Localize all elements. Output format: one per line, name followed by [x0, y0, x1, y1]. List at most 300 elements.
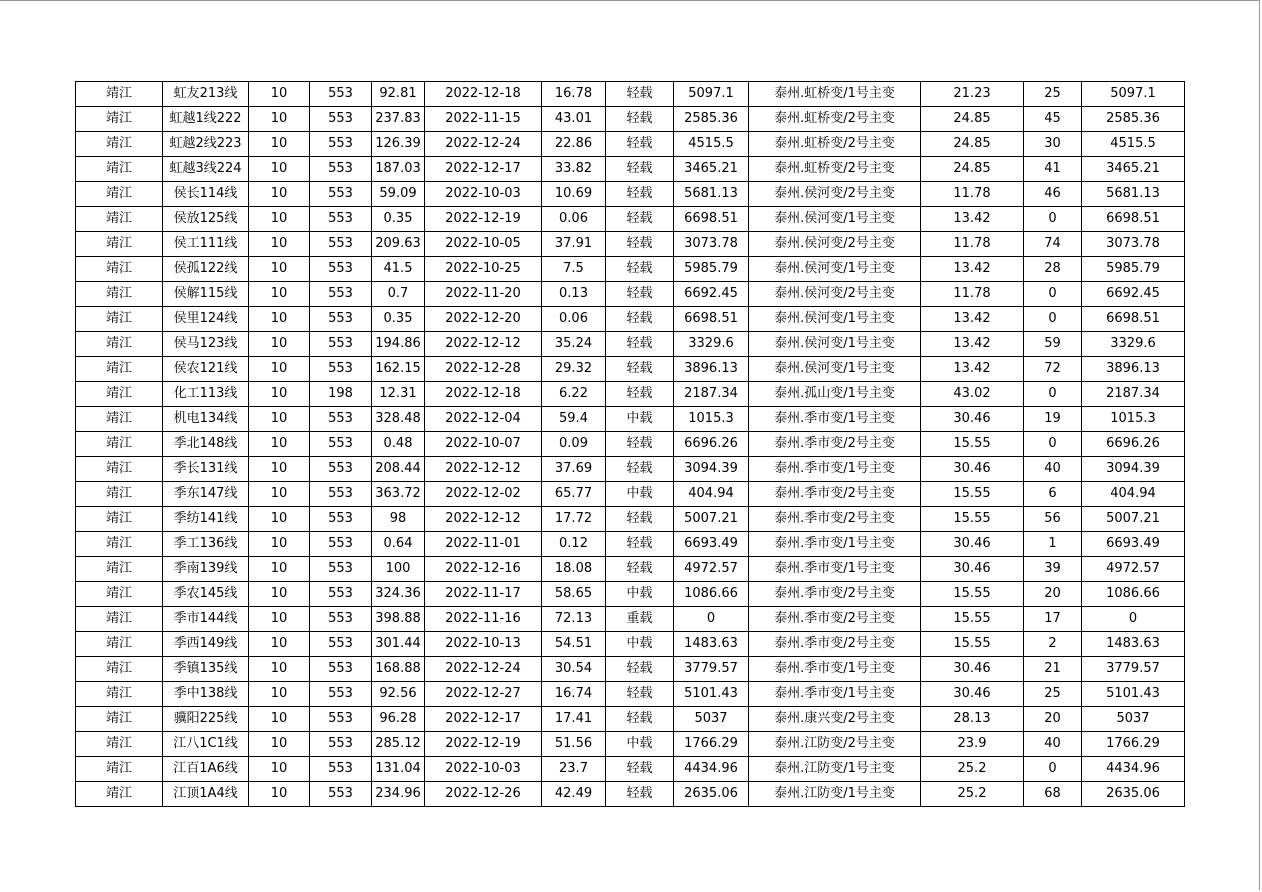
table-cell: 轻载	[606, 657, 674, 682]
table-cell: 泰州.侯河变/1号主变	[749, 332, 921, 357]
table-cell: 1766.29	[674, 732, 749, 757]
table-cell: 37.91	[542, 232, 606, 257]
table-cell: 靖江	[76, 407, 163, 432]
table-cell: 553	[310, 607, 372, 632]
table-cell: 7.5	[542, 257, 606, 282]
table-row	[76, 682, 1185, 707]
table-cell: 泰州.侯河变/2号主变	[749, 282, 921, 307]
table-cell: 2022-10-05	[425, 232, 542, 257]
table-cell: 5097.1	[1082, 82, 1185, 107]
table-cell: 15.55	[921, 632, 1024, 657]
table-cell: 72	[1024, 357, 1082, 382]
table-cell: 74	[1024, 232, 1082, 257]
table-row	[76, 707, 1185, 732]
table-cell: 33.82	[542, 157, 606, 182]
table-cell: 10	[249, 457, 310, 482]
table-cell: 45	[1024, 107, 1082, 132]
table-cell: 6698.51	[1082, 307, 1185, 332]
table-cell: 泰州.季市变/2号主变	[749, 632, 921, 657]
table-cell: 泰州.侯河变/2号主变	[749, 232, 921, 257]
table-cell: 泰州.虹桥变/2号主变	[749, 132, 921, 157]
table-cell: 6693.49	[674, 532, 749, 557]
table-row	[76, 632, 1185, 657]
table-cell: 0	[1024, 757, 1082, 782]
table-cell: 2022-12-02	[425, 482, 542, 507]
table-cell: 3329.6	[674, 332, 749, 357]
table-cell: 侯解115线	[163, 282, 249, 307]
table-cell: 3329.6	[1082, 332, 1185, 357]
table-cell: 5097.1	[674, 82, 749, 107]
table-cell: 2022-12-19	[425, 207, 542, 232]
table-cell: 5037	[674, 707, 749, 732]
table-cell: 5037	[1082, 707, 1185, 732]
table-row	[76, 382, 1185, 407]
table-cell: 2585.36	[1082, 107, 1185, 132]
table-cell: 2022-11-16	[425, 607, 542, 632]
table-cell: 5681.13	[674, 182, 749, 207]
table-cell: 季西149线	[163, 632, 249, 657]
table-cell: 靖江	[76, 82, 163, 107]
table-row	[76, 232, 1185, 257]
table-cell: 25.2	[921, 782, 1024, 807]
table-cell: 3094.39	[1082, 457, 1185, 482]
table-cell: 泰州.虹桥变/2号主变	[749, 157, 921, 182]
table-cell: 2635.06	[674, 782, 749, 807]
table-cell: 10	[249, 507, 310, 532]
table-cell: 侯放125线	[163, 207, 249, 232]
table-cell: 40	[1024, 457, 1082, 482]
table-cell: 侯里124线	[163, 307, 249, 332]
table-cell: 553	[310, 157, 372, 182]
table-cell: 5101.43	[674, 682, 749, 707]
table-cell: 6	[1024, 482, 1082, 507]
table-cell: 泰州.季市变/2号主变	[749, 432, 921, 457]
table-cell: 靖江	[76, 732, 163, 757]
table-cell: 10	[249, 207, 310, 232]
table-cell: 机电134线	[163, 407, 249, 432]
table-cell: 6698.51	[1082, 207, 1185, 232]
table-cell: 靖江	[76, 632, 163, 657]
table-cell: 靖江	[76, 482, 163, 507]
table-cell: 208.44	[372, 457, 425, 482]
table-cell: 轻载	[606, 332, 674, 357]
table-cell: 25	[1024, 682, 1082, 707]
table-cell: 0.35	[372, 207, 425, 232]
table-cell: 侯工111线	[163, 232, 249, 257]
table-cell: 3779.57	[674, 657, 749, 682]
table-cell: 553	[310, 582, 372, 607]
table-cell: 泰州.孤山变/1号主变	[749, 382, 921, 407]
table-cell: 198	[310, 382, 372, 407]
table-cell: 10	[249, 757, 310, 782]
table-cell: 10	[249, 107, 310, 132]
table-row	[76, 732, 1185, 757]
table-cell: 3896.13	[1082, 357, 1185, 382]
table-cell: 553	[310, 682, 372, 707]
table-cell: 季工136线	[163, 532, 249, 557]
table-cell: 0.06	[542, 207, 606, 232]
table-cell: 4515.5	[674, 132, 749, 157]
table-row	[76, 757, 1185, 782]
table-cell: 6692.45	[674, 282, 749, 307]
table-row	[76, 482, 1185, 507]
table-cell: 28.13	[921, 707, 1024, 732]
table-cell: 15.55	[921, 607, 1024, 632]
table-cell: 17.72	[542, 507, 606, 532]
table-cell: 靖江	[76, 257, 163, 282]
table-cell: 江顶1A4线	[163, 782, 249, 807]
table-cell: 10	[249, 657, 310, 682]
table-cell: 24.85	[921, 157, 1024, 182]
table-cell: 10	[249, 557, 310, 582]
table-cell: 泰州.季市变/1号主变	[749, 457, 921, 482]
table-row	[76, 782, 1185, 807]
table-cell: 轻载	[606, 532, 674, 557]
table-cell: 15.55	[921, 507, 1024, 532]
table-cell: 轻载	[606, 182, 674, 207]
table-cell: 168.88	[372, 657, 425, 682]
table-cell: 10	[249, 307, 310, 332]
table-cell: 虹越3线224	[163, 157, 249, 182]
table-cell: 328.48	[372, 407, 425, 432]
table-cell: 泰州.季市变/2号主变	[749, 607, 921, 632]
table-cell: 11.78	[921, 182, 1024, 207]
table-row	[76, 457, 1185, 482]
table-cell: 37.69	[542, 457, 606, 482]
table-cell: 2022-12-12	[425, 457, 542, 482]
table-cell: 10	[249, 257, 310, 282]
table-cell: 季长131线	[163, 457, 249, 482]
table-cell: 靖江	[76, 307, 163, 332]
table-cell: 轻载	[606, 82, 674, 107]
table-cell: 13.42	[921, 257, 1024, 282]
table-cell: 中载	[606, 407, 674, 432]
table-cell: 骥阳225线	[163, 707, 249, 732]
table-cell: 16.78	[542, 82, 606, 107]
table-cell: 中载	[606, 632, 674, 657]
table-cell: 25	[1024, 82, 1082, 107]
table-cell: 17	[1024, 607, 1082, 632]
table-row	[76, 82, 1185, 107]
table-cell: 10	[249, 707, 310, 732]
table-cell: 轻载	[606, 507, 674, 532]
table-cell: 15.55	[921, 582, 1024, 607]
table-cell: 11.78	[921, 232, 1024, 257]
table-cell: 35.24	[542, 332, 606, 357]
data-table	[75, 81, 1185, 807]
table-cell: 10	[249, 607, 310, 632]
table-cell: 2022-12-24	[425, 657, 542, 682]
table-cell: 泰州.江防变/1号主变	[749, 757, 921, 782]
table-cell: 6698.51	[674, 307, 749, 332]
table-cell: 10	[249, 682, 310, 707]
table-cell: 靖江	[76, 457, 163, 482]
table-cell: 靖江	[76, 182, 163, 207]
table-row	[76, 532, 1185, 557]
table-cell: 中载	[606, 582, 674, 607]
table-cell: 22.86	[542, 132, 606, 157]
table-cell: 轻载	[606, 782, 674, 807]
table-cell: 轻载	[606, 432, 674, 457]
table-row	[76, 607, 1185, 632]
table-cell: 化工113线	[163, 382, 249, 407]
table-cell: 虹越1线222	[163, 107, 249, 132]
table-cell: 39	[1024, 557, 1082, 582]
table-cell: 553	[310, 507, 372, 532]
table-cell: 轻载	[606, 682, 674, 707]
table-cell: 1483.63	[674, 632, 749, 657]
table-cell: 15.55	[921, 482, 1024, 507]
table-cell: 6692.45	[1082, 282, 1185, 307]
table-cell: 13.42	[921, 207, 1024, 232]
table-cell: 553	[310, 457, 372, 482]
table-cell: 靖江	[76, 707, 163, 732]
table-row	[76, 407, 1185, 432]
table-cell: 2022-12-17	[425, 157, 542, 182]
table-cell: 轻载	[606, 707, 674, 732]
table-cell: 11.78	[921, 282, 1024, 307]
table-cell: 23.7	[542, 757, 606, 782]
table-cell: 30.54	[542, 657, 606, 682]
table-cell: 轻载	[606, 282, 674, 307]
table-cell: 季中138线	[163, 682, 249, 707]
table-cell: 6698.51	[674, 207, 749, 232]
table-cell: 23.9	[921, 732, 1024, 757]
table-cell: 2022-11-15	[425, 107, 542, 132]
table-cell: 16.74	[542, 682, 606, 707]
table-cell: 2022-11-01	[425, 532, 542, 557]
table-cell: 553	[310, 282, 372, 307]
table-cell: 3094.39	[674, 457, 749, 482]
table-cell: 30.46	[921, 557, 1024, 582]
table-cell: 10	[249, 532, 310, 557]
table-cell: 363.72	[372, 482, 425, 507]
table-cell: 21.23	[921, 82, 1024, 107]
table-cell: 3073.78	[674, 232, 749, 257]
table-cell: 2585.36	[674, 107, 749, 132]
table-cell: 2022-12-16	[425, 557, 542, 582]
table-cell: 234.96	[372, 782, 425, 807]
table-cell: 虹越2线223	[163, 132, 249, 157]
table-cell: 553	[310, 482, 372, 507]
table-row	[76, 332, 1185, 357]
table-cell: 泰州.康兴变/2号主变	[749, 707, 921, 732]
table-cell: 43.02	[921, 382, 1024, 407]
table-row	[76, 657, 1185, 682]
table-cell: 季北148线	[163, 432, 249, 457]
table-cell: 0	[1024, 282, 1082, 307]
table-cell: 43.01	[542, 107, 606, 132]
table-cell: 92.81	[372, 82, 425, 107]
table-cell: 10	[249, 407, 310, 432]
table-cell: 10	[249, 282, 310, 307]
table-cell: 5101.43	[1082, 682, 1185, 707]
table-cell: 17.41	[542, 707, 606, 732]
table-cell: 553	[310, 732, 372, 757]
table-cell: 553	[310, 407, 372, 432]
table-cell: 2022-10-03	[425, 757, 542, 782]
table-cell: 轻载	[606, 232, 674, 257]
table-row	[76, 557, 1185, 582]
table-cell: 0.12	[542, 532, 606, 557]
table-cell: 96.28	[372, 707, 425, 732]
table-cell: 131.04	[372, 757, 425, 782]
table-row	[76, 257, 1185, 282]
table-cell: 靖江	[76, 232, 163, 257]
table-cell: 季东147线	[163, 482, 249, 507]
table-cell: 194.86	[372, 332, 425, 357]
table-cell: 24.85	[921, 132, 1024, 157]
table-cell: 0.35	[372, 307, 425, 332]
table-cell: 靖江	[76, 132, 163, 157]
table-cell: 3465.21	[674, 157, 749, 182]
table-cell: 季农145线	[163, 582, 249, 607]
table-cell: 泰州.侯河变/2号主变	[749, 182, 921, 207]
table-cell: 13.42	[921, 332, 1024, 357]
table-cell: 泰州.江防变/1号主变	[749, 782, 921, 807]
table-cell: 2022-12-19	[425, 732, 542, 757]
table-cell: 1015.3	[674, 407, 749, 432]
table-cell: 301.44	[372, 632, 425, 657]
table-cell: 季市144线	[163, 607, 249, 632]
table-cell: 轻载	[606, 107, 674, 132]
table-cell: 靖江	[76, 757, 163, 782]
table-cell: 41.5	[372, 257, 425, 282]
table-cell: 靖江	[76, 207, 163, 232]
table-cell: 靖江	[76, 682, 163, 707]
table-cell: 553	[310, 332, 372, 357]
table-cell: 28	[1024, 257, 1082, 282]
table-cell: 4515.5	[1082, 132, 1185, 157]
table-cell: 10	[249, 482, 310, 507]
table-cell: 65.77	[542, 482, 606, 507]
table-cell: 51.56	[542, 732, 606, 757]
table-cell: 4434.96	[674, 757, 749, 782]
table-cell: 2022-12-18	[425, 382, 542, 407]
table-cell: 靖江	[76, 507, 163, 532]
table-cell: 0.64	[372, 532, 425, 557]
table-cell: 泰州.季市变/2号主变	[749, 507, 921, 532]
table-cell: 553	[310, 82, 372, 107]
table-cell: 56	[1024, 507, 1082, 532]
table-cell: 3073.78	[1082, 232, 1185, 257]
table-cell: 13.42	[921, 357, 1024, 382]
table-cell: 42.49	[542, 782, 606, 807]
table-cell: 18.08	[542, 557, 606, 582]
table-cell: 2022-10-07	[425, 432, 542, 457]
table-cell: 13.42	[921, 307, 1024, 332]
table-cell: 553	[310, 657, 372, 682]
table-row	[76, 307, 1185, 332]
table-cell: 0	[1024, 432, 1082, 457]
table-cell: 30.46	[921, 457, 1024, 482]
table-cell: 46	[1024, 182, 1082, 207]
table-cell: 轻载	[606, 757, 674, 782]
table-cell: 553	[310, 532, 372, 557]
table-cell: 10	[249, 782, 310, 807]
table-cell: 2022-10-13	[425, 632, 542, 657]
table-cell: 10	[249, 632, 310, 657]
table-row	[76, 432, 1185, 457]
table-cell: 29.32	[542, 357, 606, 382]
table-cell: 4972.57	[1082, 557, 1185, 582]
table-cell: 泰州.侯河变/1号主变	[749, 257, 921, 282]
table-cell: 20	[1024, 707, 1082, 732]
table-cell: 10	[249, 132, 310, 157]
table-cell: 季南139线	[163, 557, 249, 582]
table-cell: 2022-12-20	[425, 307, 542, 332]
table-cell: 泰州.季市变/1号主变	[749, 407, 921, 432]
table-cell: 5007.21	[674, 507, 749, 532]
table-cell: 侯孤122线	[163, 257, 249, 282]
table-cell: 泰州.季市变/2号主变	[749, 482, 921, 507]
table-cell: 泰州.季市变/1号主变	[749, 682, 921, 707]
table-row	[76, 207, 1185, 232]
table-cell: 虹友213线	[163, 82, 249, 107]
table-cell: 靖江	[76, 332, 163, 357]
table-cell: 轻载	[606, 207, 674, 232]
table-cell: 0.06	[542, 307, 606, 332]
table-cell: 0.13	[542, 282, 606, 307]
table-cell: 10.69	[542, 182, 606, 207]
table-cell: 58.65	[542, 582, 606, 607]
table-cell: 98	[372, 507, 425, 532]
table-cell: 0	[1024, 307, 1082, 332]
table-cell: 泰州.侯河变/1号主变	[749, 357, 921, 382]
table-cell: 0.48	[372, 432, 425, 457]
table-cell: 25.2	[921, 757, 1024, 782]
table-cell: 553	[310, 307, 372, 332]
table-cell: 靖江	[76, 532, 163, 557]
table-cell: 553	[310, 782, 372, 807]
table-cell: 404.94	[1082, 482, 1185, 507]
table-cell: 30.46	[921, 532, 1024, 557]
table-cell: 10	[249, 732, 310, 757]
table-cell: 10	[249, 382, 310, 407]
table-cell: 泰州.侯河变/1号主变	[749, 307, 921, 332]
table-cell: 中载	[606, 482, 674, 507]
table-cell: 2022-12-04	[425, 407, 542, 432]
table-cell: 10	[249, 157, 310, 182]
table-cell: 68	[1024, 782, 1082, 807]
table-cell: 泰州.季市变/2号主变	[749, 582, 921, 607]
table-cell: 187.03	[372, 157, 425, 182]
table-cell: 324.36	[372, 582, 425, 607]
table-cell: 靖江	[76, 782, 163, 807]
table-row	[76, 507, 1185, 532]
table-cell: 靖江	[76, 582, 163, 607]
table-cell: 2187.34	[674, 382, 749, 407]
table-cell: 5007.21	[1082, 507, 1185, 532]
table-cell: 404.94	[674, 482, 749, 507]
table-cell: 6696.26	[674, 432, 749, 457]
table-cell: 靖江	[76, 382, 163, 407]
table-cell: 2022-12-24	[425, 132, 542, 157]
table-cell: 553	[310, 132, 372, 157]
table-cell: 2022-10-25	[425, 257, 542, 282]
table-row	[76, 282, 1185, 307]
table-cell: 0	[1024, 207, 1082, 232]
table-cell: 2187.34	[1082, 382, 1185, 407]
table-cell: 4972.57	[674, 557, 749, 582]
table-cell: 10	[249, 357, 310, 382]
table-cell: 237.83	[372, 107, 425, 132]
table-cell: 10	[249, 332, 310, 357]
table-cell: 553	[310, 207, 372, 232]
table-cell: 5985.79	[1082, 257, 1185, 282]
table-cell: 398.88	[372, 607, 425, 632]
table-cell: 1086.66	[674, 582, 749, 607]
